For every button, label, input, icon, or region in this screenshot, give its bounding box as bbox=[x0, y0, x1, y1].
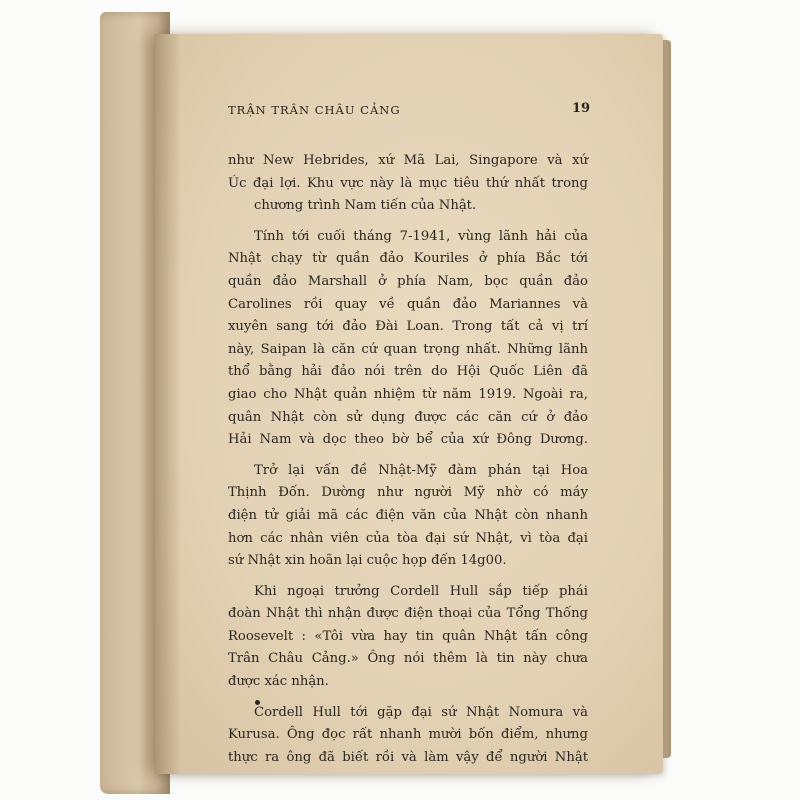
text-line: Tính tới cuối tháng 7-1941, vùng lãnh hải của bbox=[254, 228, 588, 244]
paragraph-5 bbox=[228, 702, 588, 770]
text-line: sứ Nhật xin hoãn lại cuộc họp đến 14g00. bbox=[228, 553, 507, 569]
text-line: xuyên sang tới đảo Đài Loan. Trong tất cả vị trí bbox=[228, 319, 588, 335]
text-line: Kurusa. Ông đọc rất nhanh mười bốn điểm, nhưng bbox=[228, 727, 588, 743]
paragraph-3 bbox=[228, 460, 588, 573]
text-line: thổ bằng hải đảo nói trên do Hội Quốc Liên đã bbox=[228, 364, 588, 380]
text-line: Úc đại lợi. Khu vực này là mục tiêu thứ nhất trong bbox=[228, 175, 588, 191]
text-line: được xác nhận. bbox=[228, 674, 329, 690]
body-text bbox=[228, 150, 588, 777]
page-number: 19 bbox=[572, 101, 591, 116]
text-line: thực ra ông đã biết rồi và làm vậy để người Nhật bbox=[228, 749, 588, 765]
text-line: Thịnh Đốn. Dường như người Mỹ nhờ có máy bbox=[228, 485, 588, 501]
text-line: chương trình Nam tiến của Nhật. bbox=[254, 198, 477, 214]
paragraph-2 bbox=[228, 226, 588, 452]
page-gutter-shadow bbox=[155, 34, 181, 774]
text-line: Carolines rồi quay về quần đảo Mariannes và bbox=[228, 296, 588, 312]
text-line: Cordell Hull tới gặp đại sứ Nhật Nomura và bbox=[254, 704, 588, 720]
text-line: Khi ngoại trưởng Cordell Hull sắp tiếp phái bbox=[254, 583, 588, 599]
text-line: Roosevelt : «Tôi vừa hay tin quân Nhật tấn công bbox=[228, 628, 588, 644]
text-line: Trở lại vấn đề Nhật-Mỹ đàm phán tại Hoa bbox=[254, 462, 588, 478]
running-title: TRẬN TRÂN CHÂU CẢNG bbox=[228, 103, 401, 117]
ink-dot bbox=[255, 700, 260, 705]
text-line: giao cho Nhật quản nhiệm từ năm 1919. Ngoài ra, bbox=[228, 386, 588, 402]
text-line: như New Hebrides, xứ Mã Lai, Singapore và xứ bbox=[228, 153, 588, 168]
text-line: này, Saipan là căn cứ quan trọng nhất. Những lãnh bbox=[228, 341, 588, 357]
text-line: Hải Nam và dọc theo bờ bể của xứ Đông Dương. bbox=[228, 432, 588, 448]
text-line: Nhật chạy từ quần đảo Kouriles ở phía Bắc tới bbox=[228, 251, 588, 267]
text-line: điện tử giải mã các điện văn của Nhật còn nhanh bbox=[228, 507, 588, 523]
text-line: quần đảo Marshall ở phía Nam, bọc quần đảo bbox=[228, 273, 588, 289]
paragraph-1 bbox=[228, 150, 588, 218]
text-line: quân Nhật còn sử dụng được các căn cứ ở đảo bbox=[228, 409, 588, 425]
text-line: hơn các nhân viên của tòa đại sứ Nhật, vì tòa đại bbox=[228, 530, 588, 546]
text-line: Trân Châu Cảng.» Ông nói thêm là tin này chưa bbox=[228, 651, 588, 667]
text-line: đoàn Nhật thì nhận được điện thoại của Tổng Thống bbox=[228, 606, 588, 622]
paragraph-4 bbox=[228, 581, 588, 694]
